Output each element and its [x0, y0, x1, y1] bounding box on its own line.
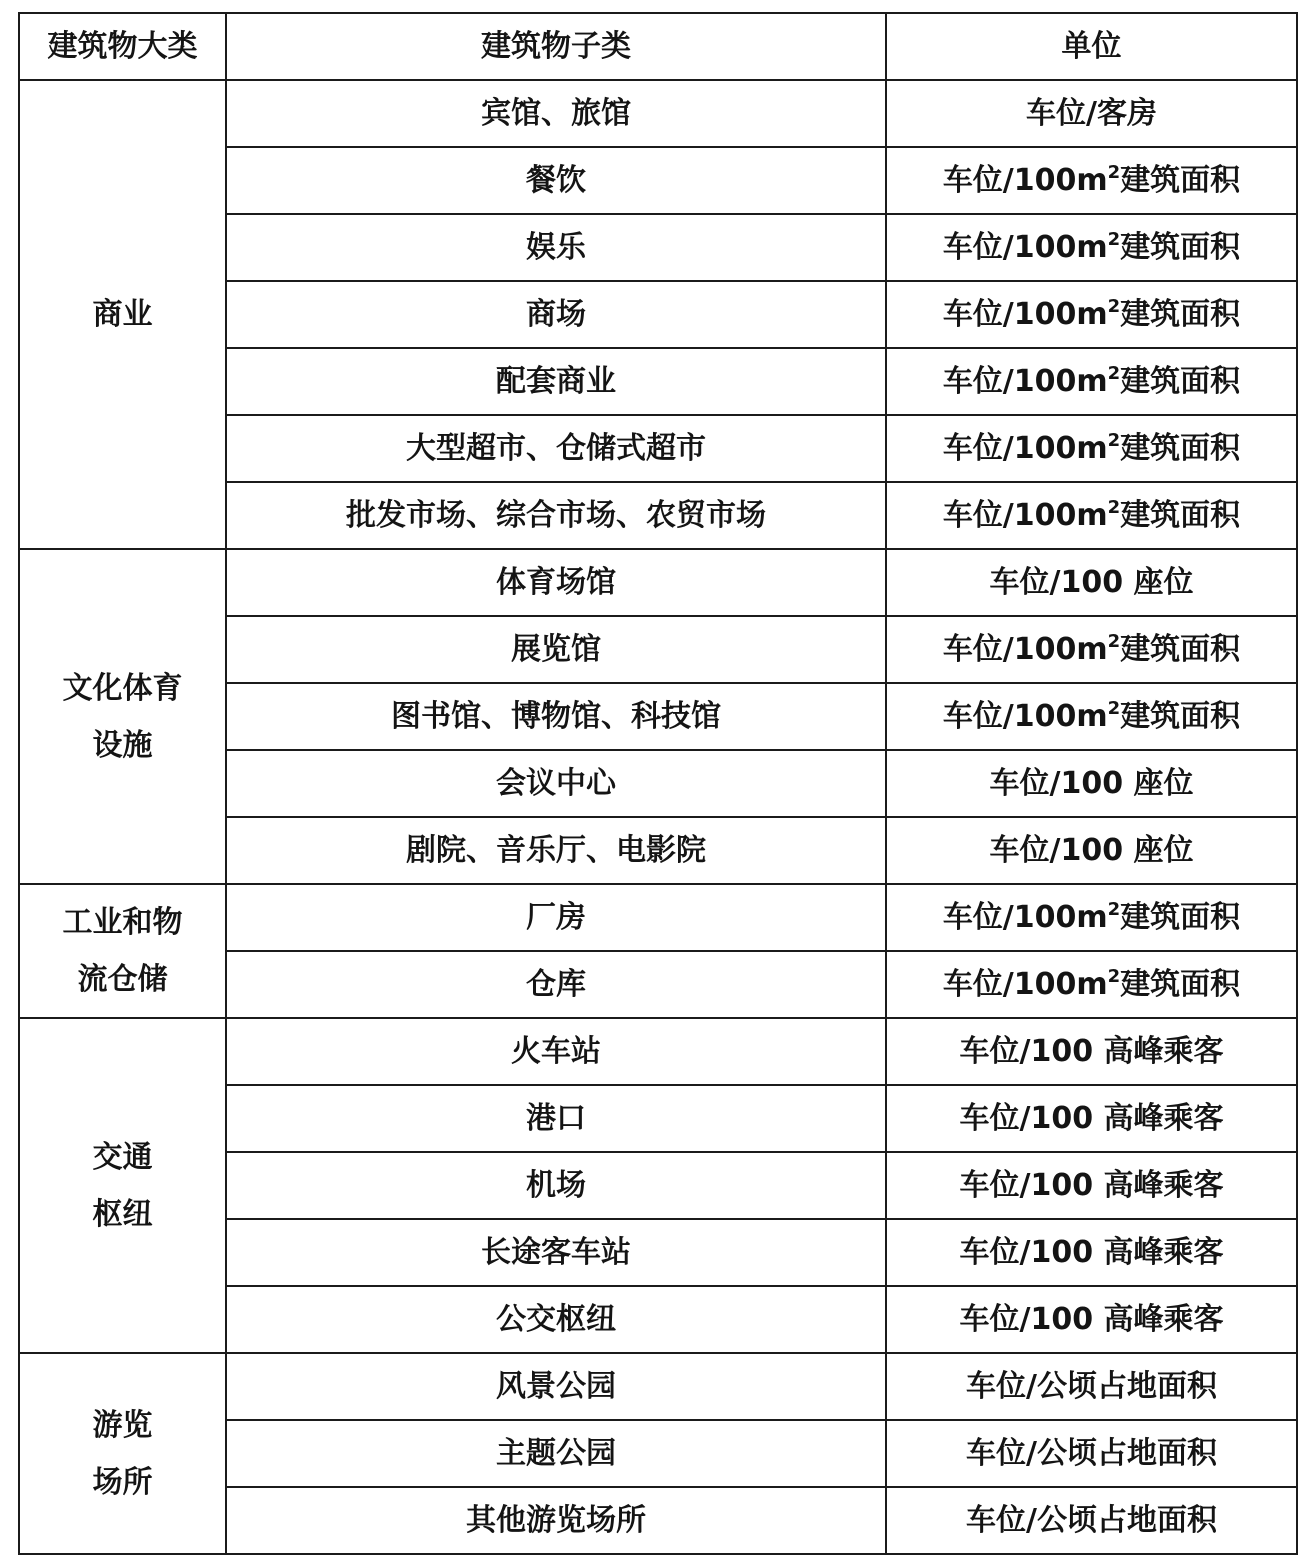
- unit-cell: 车位/100 高峰乘客: [886, 1219, 1297, 1286]
- unit-suffix: 建筑面积: [1120, 899, 1241, 935]
- unit-cell: 车位/100 座位: [886, 750, 1297, 817]
- unit-cell: [886, 281, 1297, 348]
- subcategory-cell: 宾馆、旅馆: [226, 80, 886, 147]
- unit-exponent: 2: [1107, 295, 1121, 317]
- unit-suffix: 建筑面积: [1120, 966, 1241, 1002]
- unit-exponent: 2: [1107, 362, 1121, 384]
- unit-exponent: 2: [1107, 965, 1121, 987]
- unit-exponent: 2: [1107, 161, 1121, 183]
- unit-cell: [886, 884, 1297, 951]
- unit-cell: [886, 348, 1297, 415]
- subcategory-cell: 厂房: [226, 884, 886, 951]
- unit-suffix: 建筑面积: [1120, 296, 1241, 332]
- category-cell: [19, 1353, 226, 1554]
- category-line: 流仓储: [77, 962, 168, 997]
- header-subcategory: 建筑物子类: [226, 13, 886, 80]
- subcategory-cell: 大型超市、仓储式超市: [226, 415, 886, 482]
- subcategory-cell: 风景公园: [226, 1353, 886, 1420]
- unit-cell: 车位/公顷占地面积: [886, 1487, 1297, 1554]
- unit-exponent: 2: [1107, 228, 1121, 250]
- subcategory-cell: 展览馆: [226, 616, 886, 683]
- subcategory-cell: 机场: [226, 1152, 886, 1219]
- unit-suffix: 建筑面积: [1120, 229, 1241, 265]
- unit-cell: [886, 482, 1297, 549]
- unit-cell: [886, 951, 1297, 1018]
- category-line: 游览: [92, 1407, 153, 1443]
- unit-exponent: 2: [1107, 429, 1121, 451]
- subcategory-cell: 会议中心: [226, 750, 886, 817]
- unit-exponent: 2: [1107, 898, 1121, 920]
- category-line: 交通: [92, 1139, 153, 1175]
- unit-cell: 车位/客房: [886, 80, 1297, 147]
- category-cell: [19, 1018, 226, 1353]
- unit-prefix: 车位/100m: [942, 631, 1108, 667]
- subcategory-cell: 娱乐: [226, 214, 886, 281]
- subcategory-cell: 图书馆、博物馆、科技馆: [226, 683, 886, 750]
- unit-exponent: 2: [1107, 630, 1121, 652]
- unit-cell: 车位/公顷占地面积: [886, 1420, 1297, 1487]
- subcategory-cell: 公交枢纽: [226, 1286, 886, 1353]
- unit-prefix: 车位/100m: [942, 229, 1108, 265]
- unit-cell: [886, 683, 1297, 750]
- unit-cell: 车位/100 高峰乘客: [886, 1286, 1297, 1353]
- unit-cell: 车位/100 座位: [886, 817, 1297, 884]
- unit-prefix: 车位/100m: [942, 363, 1108, 399]
- unit-exponent: 2: [1107, 496, 1121, 518]
- category-cell: [19, 884, 226, 1018]
- table-row: [19, 884, 1297, 951]
- header-category: 建筑物大类: [19, 13, 226, 80]
- unit-cell: [886, 616, 1297, 683]
- subcategory-cell: 剧院、音乐厅、电影院: [226, 817, 886, 884]
- unit-cell: 车位/100 高峰乘客: [886, 1152, 1297, 1219]
- category-line: 商业: [92, 297, 153, 332]
- table-row: [19, 1353, 1297, 1420]
- unit-cell: [886, 147, 1297, 214]
- subcategory-cell: 港口: [226, 1085, 886, 1152]
- subcategory-cell: 主题公园: [226, 1420, 886, 1487]
- subcategory-cell: 批发市场、综合市场、农贸市场: [226, 482, 886, 549]
- subcategory-cell: 体育场馆: [226, 549, 886, 616]
- category-line: 场所: [92, 1464, 153, 1500]
- unit-suffix: 建筑面积: [1120, 698, 1241, 734]
- header-row: [19, 13, 1297, 80]
- table-row: [19, 80, 1297, 147]
- unit-prefix: 车位/100m: [942, 899, 1108, 935]
- header-unit: 单位: [886, 13, 1297, 80]
- unit-cell: [886, 415, 1297, 482]
- category-line: 枢纽: [92, 1196, 153, 1232]
- subcategory-cell: 配套商业: [226, 348, 886, 415]
- table-header: [19, 13, 1297, 80]
- unit-prefix: 车位/100m: [942, 162, 1108, 198]
- unit-prefix: 车位/100m: [942, 497, 1108, 533]
- unit-suffix: 建筑面积: [1120, 162, 1241, 198]
- category-line: 文化体育: [62, 670, 183, 706]
- subcategory-cell: 火车站: [226, 1018, 886, 1085]
- unit-cell: 车位/公顷占地面积: [886, 1353, 1297, 1420]
- unit-suffix: 建筑面积: [1120, 430, 1241, 466]
- unit-suffix: 建筑面积: [1120, 363, 1241, 399]
- parking-standard-table: [18, 12, 1298, 1555]
- subcategory-cell: 仓库: [226, 951, 886, 1018]
- unit-cell: 车位/100 座位: [886, 549, 1297, 616]
- unit-prefix: 车位/100m: [942, 430, 1108, 466]
- subcategory-cell: 餐饮: [226, 147, 886, 214]
- table-body: [19, 80, 1297, 1554]
- unit-prefix: 车位/100m: [942, 296, 1108, 332]
- category-cell: [19, 80, 226, 549]
- unit-prefix: 车位/100m: [942, 966, 1108, 1002]
- unit-cell: 车位/100 高峰乘客: [886, 1018, 1297, 1085]
- table-row: [19, 1018, 1297, 1085]
- subcategory-cell: 长途客车站: [226, 1219, 886, 1286]
- subcategory-cell: 商场: [226, 281, 886, 348]
- category-line: 工业和物: [62, 905, 183, 940]
- table-row: [19, 549, 1297, 616]
- subcategory-cell: 其他游览场所: [226, 1487, 886, 1554]
- unit-suffix: 建筑面积: [1120, 631, 1241, 667]
- category-cell: [19, 549, 226, 884]
- unit-cell: [886, 214, 1297, 281]
- unit-prefix: 车位/100m: [942, 698, 1108, 734]
- unit-exponent: 2: [1107, 697, 1121, 719]
- category-line: 设施: [92, 727, 153, 763]
- unit-cell: 车位/100 高峰乘客: [886, 1085, 1297, 1152]
- unit-suffix: 建筑面积: [1120, 497, 1241, 533]
